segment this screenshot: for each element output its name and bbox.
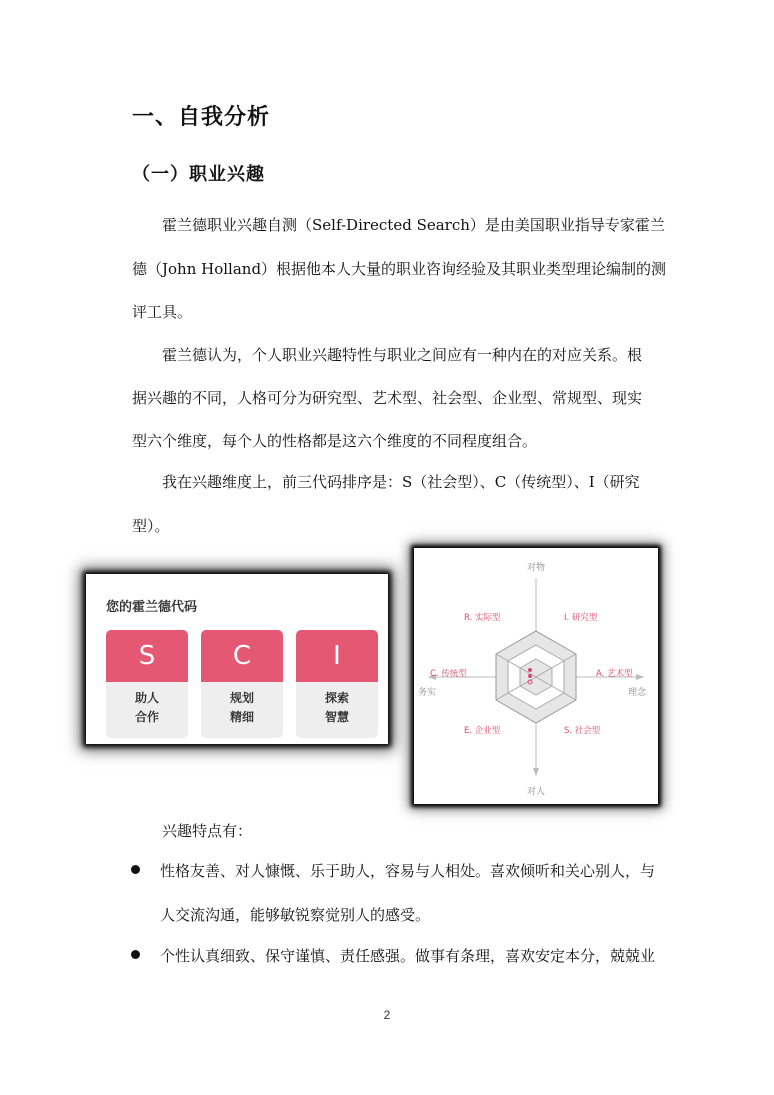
code-desc bbox=[201, 682, 283, 738]
section-heading: 一、自我分析 bbox=[132, 105, 271, 130]
code-desc-line: 助人 bbox=[134, 691, 159, 705]
code-desc-line: 精细 bbox=[229, 710, 254, 724]
code-letter: I bbox=[296, 630, 378, 682]
bullet-text: 个性认真细致、保守谨慎、责任感强。做事有条理，喜欢安定本分，兢兢业 bbox=[160, 947, 656, 965]
code-desc-line: 智慧 bbox=[324, 710, 349, 724]
type-label-s: S. 社会型 bbox=[564, 726, 601, 736]
bullet-text: 性格友善、对人慷慨、乐于助人，容易与人相处。喜欢倾听和关心别人，与 bbox=[160, 862, 656, 880]
paragraph-line: 型六个维度，每个人的性格都是这六个维度的不同程度组合。 bbox=[132, 432, 538, 450]
code-tile-c bbox=[201, 630, 283, 738]
code-desc-line: 合作 bbox=[134, 710, 159, 724]
paragraph-line: 评工具。 bbox=[132, 303, 193, 321]
paragraph-line: 据兴趣的不同，人格可分为研究型、艺术型、社会型、企业型、常规型、现实 bbox=[132, 389, 643, 407]
code-desc-line: 规划 bbox=[229, 691, 254, 705]
axis-label-top: 对物 bbox=[526, 563, 546, 573]
code-tile-s bbox=[106, 630, 188, 738]
type-label-a: A. 艺术型 bbox=[596, 669, 633, 679]
axis-label-right: 理念 bbox=[628, 688, 647, 698]
holland-code-card bbox=[86, 574, 388, 744]
code-letter: C bbox=[201, 630, 283, 682]
axis-label-left: 务实 bbox=[418, 688, 437, 698]
code-desc bbox=[296, 682, 378, 738]
paragraph-line: 我在兴趣维度上，前三代码排序是：S（社会型）、C（传统型）、I（研究 bbox=[162, 473, 640, 491]
code-desc bbox=[106, 682, 188, 738]
paragraph-line: 霍兰德认为，个人职业兴趣特性与职业之间应有一种内在的对应关系。根 bbox=[162, 346, 643, 364]
traits-intro: 兴趣特点有： bbox=[162, 822, 253, 840]
type-label-i: I. 研究型 bbox=[564, 613, 598, 623]
code-desc-line: 探索 bbox=[324, 691, 349, 705]
card-title: 您的霍兰德代码 bbox=[106, 600, 198, 615]
code-tile-i bbox=[296, 630, 378, 738]
center-point bbox=[528, 674, 532, 678]
hexagon-svg bbox=[414, 548, 658, 804]
paragraph-line: 德（John Holland）根据他本人大量的职业咨询经验及其职业类型理论编制的测 bbox=[132, 260, 667, 278]
bullet-icon bbox=[131, 865, 140, 874]
paragraph-line: 霍兰德职业兴趣自测（Self-Directed Search）是由美国职业指导专家霍兰 bbox=[162, 216, 665, 234]
holland-hexagon-diagram bbox=[414, 548, 658, 804]
page-number: 2 bbox=[383, 1008, 391, 1022]
type-label-e: E. 企业型 bbox=[464, 726, 501, 736]
code-letter: S bbox=[106, 630, 188, 682]
axis-label-bottom: 对人 bbox=[526, 787, 546, 797]
bullet-icon bbox=[131, 950, 140, 959]
bullet-text: 人交流沟通，能够敏锐察觉别人的感受。 bbox=[160, 906, 431, 924]
type-label-r: R. 实际型 bbox=[464, 613, 501, 623]
paragraph-line: 型）。 bbox=[132, 517, 170, 535]
type-label-c: C. 传统型 bbox=[430, 669, 467, 679]
center-point bbox=[528, 668, 532, 672]
subsection-heading: （一）职业兴趣 bbox=[132, 164, 265, 185]
